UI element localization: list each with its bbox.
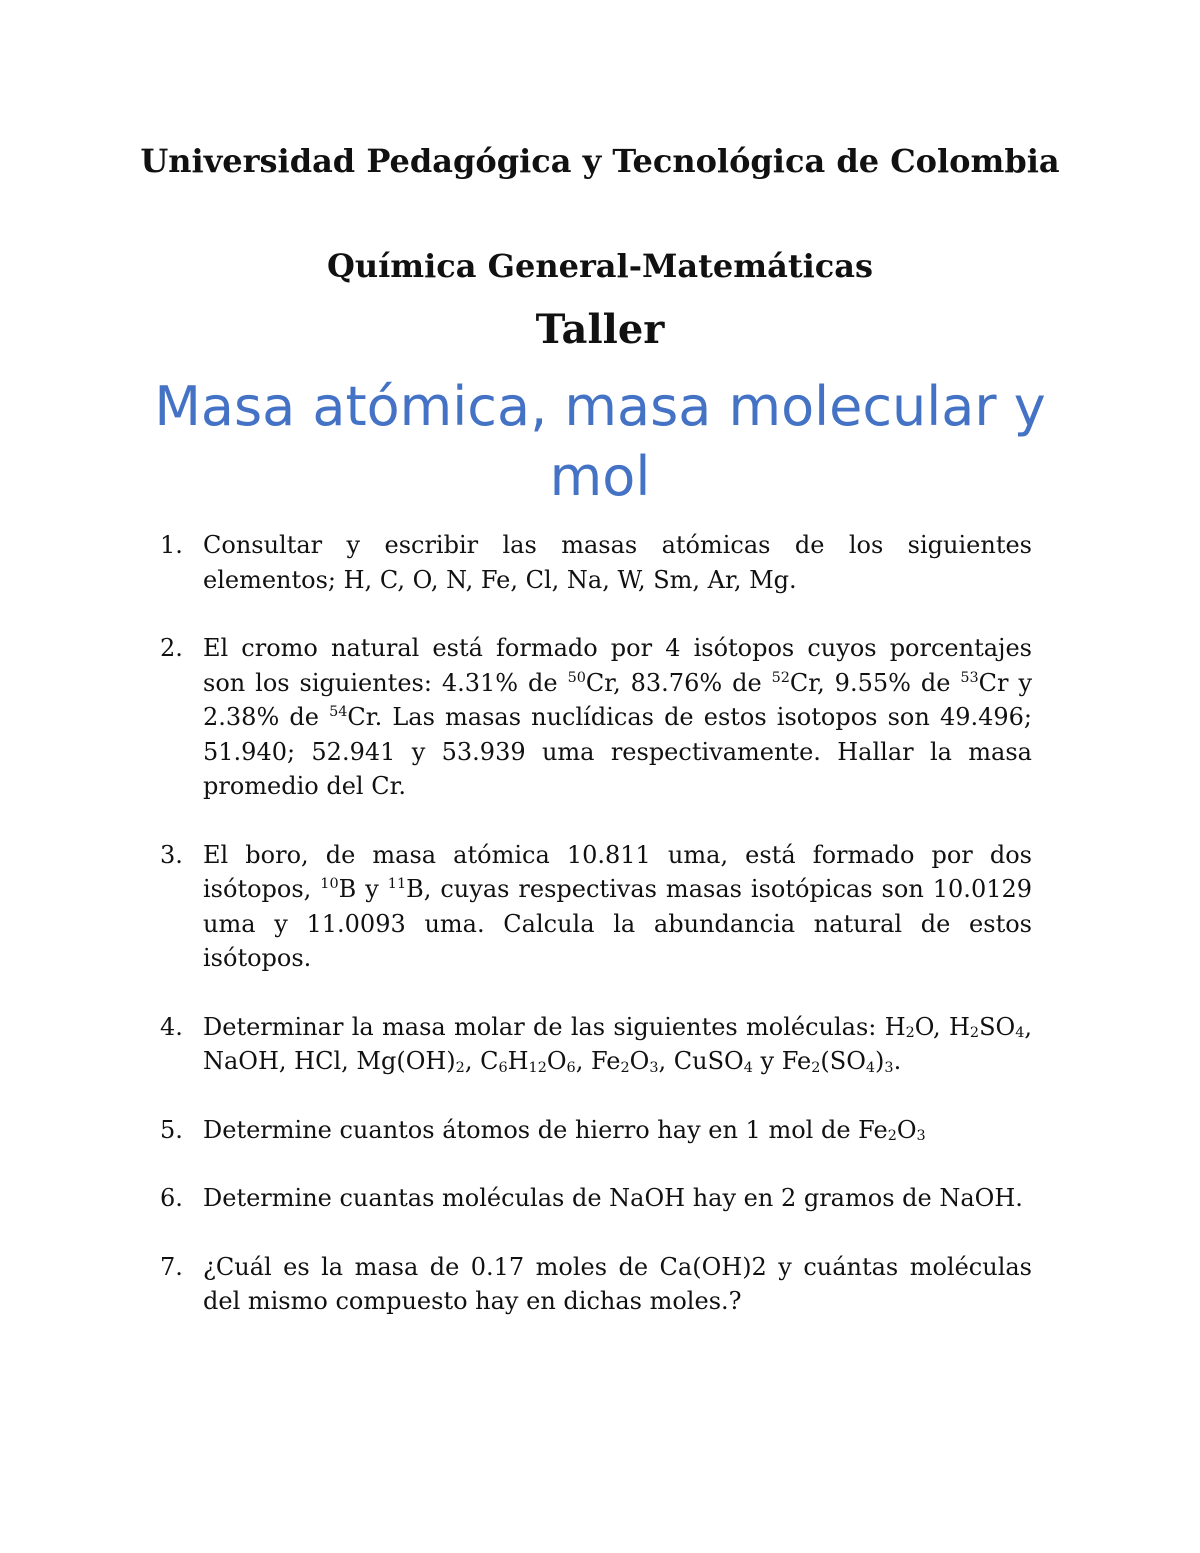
exercise-item [160,1250,1032,1319]
subscript: 3 [649,1059,659,1076]
course-name: Química General-Matemáticas [326,247,874,285]
exercise-text: Consultar y escribir las masas atómicas de los siguientes elementos; H, C, O, N, Fe, Cl, Na, W, Sm, Ar, Mg. [203,531,1032,594]
subscript: 3 [884,1059,894,1076]
superscript: 54 [329,704,348,721]
subscript: 2 [811,1059,821,1076]
exercise-number: 5. [160,1115,183,1144]
exercise-number: 6. [160,1184,183,1212]
subscript: 4 [865,1059,876,1076]
exercise-item [160,838,1032,976]
subscript: 2 [455,1059,465,1076]
subscript: 2 [969,1025,980,1042]
exercise-number: 7. [160,1252,183,1281]
exercise-item [160,1113,1032,1148]
superscript: 50 [567,669,586,686]
exercise-text: Determine cuantas moléculas de NaOH hay en 2 gramos de NaOH. [203,1184,1023,1212]
subscript: 2 [620,1059,630,1076]
exercise-number: 3. [160,840,183,869]
superscript: 10 [320,876,339,893]
document-type-title: Taller [535,306,665,353]
superscript: 53 [960,669,979,686]
subscript: 4 [743,1059,753,1076]
exercise-number: 2. [160,634,183,662]
exercise-item [160,631,1032,804]
subscript: 4 [1015,1025,1025,1042]
subscript: 2 [905,1025,915,1042]
exercise-item [160,1010,1032,1079]
superscript: 52 [771,669,790,686]
exercise-list [160,528,1032,1353]
exercise-number: 1. [160,531,183,559]
subscript: 6 [566,1059,576,1076]
topic-title: Masa atómica, masa molecular y mol [154,375,1046,508]
subscript: 12 [528,1059,547,1076]
exercise-number: 4. [160,1012,183,1041]
subscript: 6 [498,1059,508,1076]
subscript: 2 [887,1128,897,1145]
university-name: Universidad Pedagógica y Tecnológica de Colombia [140,142,1060,180]
exercise-item [160,1181,1032,1216]
exercise-item [160,528,1032,597]
superscript: 11 [387,876,407,893]
exercise-text: Determine cuantos átomos de hierro hay en 1 mol de Fe2O3 [203,1115,926,1145]
exercise-text: El cromo natural está formado por 4 isótopos cuyos porcentajes son los siguientes: 4.31% de $^{50}$Cr, 83.76% de $^{52}$Cr, 9.55% de $^{53}$Cr y 2.38% de $^{54}$Cr. Las masas nuclídicas de estos isotopos son 49.496; 51.940; 52.941 y 53.939 uma respectivamente. Hallar la masa promedio del Cr. [203,634,1033,800]
subscript: 3 [916,1128,926,1145]
exercise-text: Determinar la masa molar de las siguientes moléculas: H2O, H2SO4, NaOH, HCl, Mg(OH)2, C6H12O6, Fe2O3, CuSO4 y Fe2(SO4)3. [203,1012,1032,1076]
exercise-text: ¿Cuál es la masa de 0.17 moles de Ca(OH)2 y cuántas moléculas del mismo compuesto hay en dichas moles.? [203,1252,1032,1315]
exercise-text: El boro, de masa atómica 10.811 uma, está formado por dos isótopos, $^{10}$B y $^{11}$B, cuyas respectivas masas isotópicas son 10.0129 uma y 11.0093 uma. Calcula la abundancia natural de estos isótopos. [203,840,1033,972]
